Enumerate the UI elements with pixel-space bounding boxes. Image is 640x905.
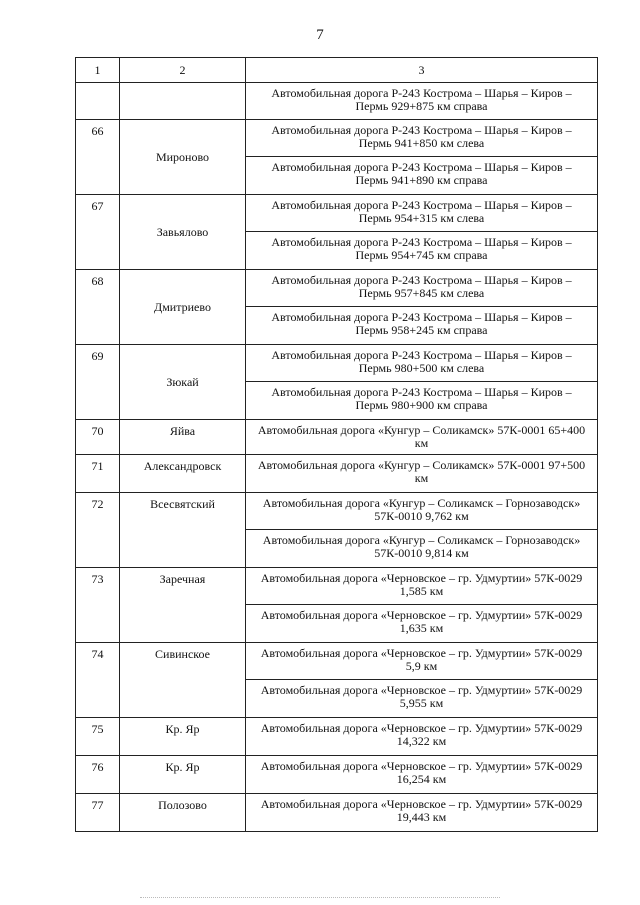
settlement-name: Яйва xyxy=(120,420,246,455)
column-header-3: 3 xyxy=(246,58,598,83)
empty-name-cell xyxy=(120,83,246,120)
road-cell: Автомобильная дорога «Черновское – гр. Удмуртии» 57К-0029 19,443 км xyxy=(246,794,598,832)
roads-table xyxy=(75,57,598,832)
road-cell: Автомобильная дорога «Черновское – гр. Удмуртии» 57К-0029 1,635 км xyxy=(246,605,598,643)
empty-num-cell xyxy=(76,83,120,120)
settlement-name: Зюкай xyxy=(120,345,246,420)
settlement-name: Сивинское xyxy=(120,643,246,718)
road-cell: Автомобильная дорога «Кунгур – Соликамск» 57К-0001 65+400 км xyxy=(246,420,598,455)
settlement-name: Александровск xyxy=(120,455,246,493)
row-number: 67 xyxy=(76,195,120,270)
road-cell: Автомобильная дорога «Черновское – гр. Удмуртии» 57К-0029 16,254 км xyxy=(246,756,598,794)
road-cell: Автомобильная дорога «Кунгур – Соликамск» 57К-0001 97+500 км xyxy=(246,455,598,493)
settlement-name: Всесвятский xyxy=(120,493,246,568)
row-number: 72 xyxy=(76,493,120,568)
table-row xyxy=(76,455,598,493)
road-cell: Автомобильная дорога Р-243 Кострома – Шарья – Киров – Пермь 929+875 км справа xyxy=(246,83,598,120)
row-number: 69 xyxy=(76,345,120,420)
road-cell: Автомобильная дорога Р-243 Кострома – Шарья – Киров – Пермь 954+315 км слева xyxy=(246,195,598,232)
settlement-name: Дмитриево xyxy=(120,270,246,345)
road-cell: Автомобильная дорога Р-243 Кострома – Шарья – Киров – Пермь 957+845 км слева xyxy=(246,270,598,307)
column-header-2: 2 xyxy=(120,58,246,83)
settlement-name: Мироново xyxy=(120,120,246,195)
road-cell: Автомобильная дорога Р-243 Кострома – Шарья – Киров – Пермь 941+850 км слева xyxy=(246,120,598,157)
table-row xyxy=(76,120,598,157)
row-number: 73 xyxy=(76,568,120,643)
table-row xyxy=(76,643,598,680)
table-row xyxy=(76,195,598,232)
road-cell: Автомобильная дорога «Черновское – гр. Удмуртии» 57К-0029 1,585 км xyxy=(246,568,598,605)
row-number: 70 xyxy=(76,420,120,455)
settlement-name: Кр. Яр xyxy=(120,756,246,794)
road-cell: Автомобильная дорога Р-243 Кострома – Шарья – Киров – Пермь 980+900 км справа xyxy=(246,382,598,420)
road-cell: Автомобильная дорога «Кунгур – Соликамск – Горнозаводск» 57К-0010 9,814 км xyxy=(246,530,598,568)
row-number: 74 xyxy=(76,643,120,718)
row-number: 71 xyxy=(76,455,120,493)
table-row xyxy=(76,794,598,832)
table-row xyxy=(76,270,598,307)
table-row xyxy=(76,568,598,605)
row-number: 76 xyxy=(76,756,120,794)
table-row xyxy=(76,756,598,794)
settlement-name: Завьялово xyxy=(120,195,246,270)
faint-footer-line xyxy=(140,897,500,902)
road-cell: Автомобильная дорога Р-243 Кострома – Шарья – Киров – Пермь 958+245 км справа xyxy=(246,307,598,345)
road-cell: Автомобильная дорога «Черновское – гр. Удмуртии» 57К-0029 5,9 км xyxy=(246,643,598,680)
continuation-row xyxy=(76,83,598,120)
table-header-row xyxy=(76,58,598,83)
road-cell: Автомобильная дорога «Черновское – гр. Удмуртии» 57К-0029 14,322 км xyxy=(246,718,598,756)
row-number: 68 xyxy=(76,270,120,345)
row-number: 66 xyxy=(76,120,120,195)
row-number: 77 xyxy=(76,794,120,832)
road-cell: Автомобильная дорога Р-243 Кострома – Шарья – Киров – Пермь 941+890 км справа xyxy=(246,157,598,195)
settlement-name: Кр. Яр xyxy=(120,718,246,756)
row-number: 75 xyxy=(76,718,120,756)
table-row xyxy=(76,345,598,382)
road-cell: Автомобильная дорога Р-243 Кострома – Шарья – Киров – Пермь 980+500 км слева xyxy=(246,345,598,382)
road-cell: Автомобильная дорога «Черновское – гр. Удмуртии» 57К-0029 5,955 км xyxy=(246,680,598,718)
column-header-1: 1 xyxy=(76,58,120,83)
settlement-name: Полозово xyxy=(120,794,246,832)
table-row xyxy=(76,718,598,756)
table-row xyxy=(76,493,598,530)
page-number: 7 xyxy=(316,27,324,43)
road-cell: Автомобильная дорога Р-243 Кострома – Шарья – Киров – Пермь 954+745 км справа xyxy=(246,232,598,270)
table-row xyxy=(76,420,598,455)
road-cell: Автомобильная дорога «Кунгур – Соликамск – Горнозаводск» 57К-0010 9,762 км xyxy=(246,493,598,530)
settlement-name: Заречная xyxy=(120,568,246,643)
